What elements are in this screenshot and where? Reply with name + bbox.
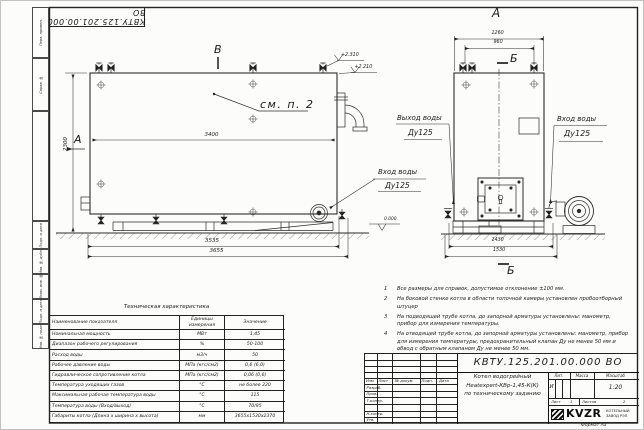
elevation-marks (327, 55, 400, 231)
tech-row-value: 70/95 (225, 402, 285, 412)
outlet-valve-icon (445, 211, 451, 218)
description-line: Котел водогрейный (473, 374, 532, 380)
crosshair-icon (461, 80, 470, 89)
dim-1530: 1530 (493, 248, 506, 253)
inspection-hatch (519, 118, 539, 134)
top-stamp-number: КВТУ.125.201.00.000 ВО (47, 7, 146, 26)
margin-label: Справ. № (38, 75, 43, 94)
valve-icon (96, 63, 102, 73)
tech-row-units: % (180, 340, 225, 350)
crosshair-icon (96, 179, 105, 188)
tech-row-name: Диапазон рабочего регулирования (50, 340, 180, 350)
tech-row-name: Габариты котла (Длина х ширина х высота) (50, 412, 180, 422)
tech-row-value: 3655х1530х2370 (234, 414, 276, 420)
dim-3655: 3655 (209, 248, 224, 254)
ground (56, 233, 605, 240)
drawing-description (457, 373, 548, 399)
col-header-name: Наименование показателя (50, 316, 180, 330)
drain-valve-icon (153, 217, 159, 224)
margin-cell (32, 221, 49, 249)
note-3: 3 На подводящей трубе котла, до запорной арматуры установлены: манометр, прибор для измерения температуры. (384, 313, 611, 328)
tech-row-name: Рабочее давление воды (50, 361, 180, 371)
tech-row-value: 0,06 (0,6) (225, 371, 285, 381)
note-4: 4 На отводящей трубе котла, до запорной арматуры установлены: манометр, прибор для измерения температуры, предохранительный клапан Ду не менее 50 мм и обвод с обратным клапаном Ду не менее 50 мм. (384, 331, 629, 353)
tech-row-units: °С (180, 381, 225, 391)
door-handle (478, 196, 485, 202)
tech-row-value: 1,45 (225, 330, 285, 340)
section-b-top-label: Б (510, 52, 518, 65)
dim-3400: 3400 (204, 131, 219, 138)
col-list: Лист (378, 378, 389, 384)
format-label: Формат А3 (581, 423, 607, 428)
col-izm: Изм (366, 378, 374, 384)
kvzr-emblem-icon (551, 409, 564, 420)
notes-list (384, 286, 632, 356)
valve-icon (531, 63, 537, 73)
side-inlet-callout-line2: Ду125 (385, 180, 410, 190)
tech-row-value: 0,6 (6,0) (225, 361, 285, 371)
crosshair-icon (248, 79, 257, 88)
sheets-num: 2 (623, 398, 626, 404)
margin-label: Подп. и дата (38, 299, 43, 324)
col-data: Дата (439, 378, 449, 384)
kvzr-logo: KVZR (566, 406, 602, 420)
view-a-title: А (492, 6, 501, 20)
valve-icon (469, 63, 475, 73)
crosshair-icon (248, 114, 257, 123)
elevation-zero: 0.000 (384, 216, 397, 222)
tech-row-value: 50 (225, 350, 285, 360)
valve-icon (320, 63, 326, 73)
margin-label: Подп. и дата (38, 222, 43, 248)
col-header-value: Значение (225, 316, 285, 330)
margin-cell (32, 324, 49, 349)
outlet-callout-line2: Ду125 (408, 128, 433, 137)
tech-row-units: МПа (кгс/см2) (180, 361, 225, 371)
see-note-callout: см. п. 2 (260, 98, 315, 111)
description-line: Heatexpert-КВр-1,45-К(К) (466, 382, 539, 389)
tech-row-value: 50-100 (225, 340, 285, 350)
valve-icon (460, 63, 466, 73)
margin-label: Инв. № дубл. (38, 249, 43, 274)
inlet-callout-line1: Вход воды (557, 115, 597, 123)
tech-row-units: мм (180, 412, 225, 422)
crosshair-icon (96, 80, 105, 89)
margin-cell (32, 274, 49, 299)
role-tkontr: Т.контр. (366, 397, 383, 403)
margin-label: Перв. примен. (38, 19, 43, 46)
tech-row-name: Максимальная рабочая температура воды (50, 391, 180, 401)
role-utv: Утв. (366, 417, 375, 423)
side-fitting (81, 197, 90, 210)
col-header-units: Единицы измерения (180, 316, 225, 330)
margin-label: Взам. инв. № (38, 274, 43, 299)
valve-icon (250, 63, 256, 73)
tech-row-name: Номинальная мощность (50, 330, 180, 340)
crosshair-icon (529, 207, 538, 216)
front-skid (453, 221, 544, 233)
inlet-callout-line2: Ду125 (564, 128, 591, 138)
tech-row-units: °С (180, 391, 225, 401)
dim-3535: 3535 (205, 238, 219, 244)
tech-row-units: МПа (кгс/см2) (180, 371, 225, 381)
tech-row-name: Расход воды (50, 350, 180, 360)
role-prov: Пров. (366, 391, 378, 396)
lit-header: Лит. (554, 372, 564, 378)
blower-fan (556, 197, 595, 234)
dim-960: 960 (493, 40, 503, 45)
margin-cell-empty (32, 111, 49, 221)
tech-row-name: Гидравлическое сопротивление котла (50, 371, 180, 381)
dim-1260: 1260 (491, 30, 504, 36)
col-ndokum: № докум. (395, 378, 414, 384)
valve-icon (339, 212, 345, 219)
sheet-label: Лист (551, 398, 561, 404)
dim-1430: 1430 (491, 238, 504, 243)
drain-valve-icon (221, 217, 227, 224)
scale-value: 1:20 (608, 383, 623, 391)
tech-row-units: МВт (180, 330, 225, 340)
valve-icon (108, 63, 114, 73)
crosshair-icon (529, 79, 538, 88)
tech-row-value: 115 (225, 391, 285, 401)
side-inlet-callout-line1: Вход воды (378, 168, 418, 176)
section-v-label: В (214, 43, 222, 56)
crosshair-icon (459, 207, 468, 216)
elevation-2210: +2.210 (354, 65, 373, 70)
tech-row-name: Температура воды (Вход/выход) (50, 402, 180, 412)
top-stamp (49, 7, 145, 27)
boiler-side-view (67, 57, 367, 231)
margin-cell (32, 7, 49, 58)
tech-row-units: м3/ч (180, 350, 225, 360)
col-podp: Подп. (421, 378, 433, 384)
margin-label: Инв. № подл. (38, 323, 43, 350)
section-b-bottom-label: Б (507, 264, 515, 277)
chimney-stub (334, 93, 367, 131)
company-name: КОТЕЛЬНЫЙ ЗАВОД РЭП (606, 409, 630, 418)
elevation-2310: +2.310 (341, 53, 359, 58)
tech-table-title: Техническая характеристика (123, 304, 210, 310)
tech-row-units: °С (180, 402, 225, 412)
lit-value: И (549, 384, 554, 390)
outlet-callout-line1: Выход воды (397, 114, 442, 122)
note-1: 1 Все размеры для справок, допустимое отклонение ±100 мм. (384, 286, 565, 292)
sheets-label: Листов (582, 398, 597, 404)
margin-cell (32, 299, 49, 324)
dim-2300: 2300 (62, 137, 69, 151)
drain-valve-icon (98, 217, 104, 224)
tech-table (49, 315, 284, 423)
doc-number: КВТУ.125.201.00.000 ВО (473, 356, 623, 368)
margin-cell (32, 58, 49, 111)
note-2: 2 На боковой стенке котла в области топочной камеры установлен пробоотборный штуцер (384, 296, 623, 310)
mass-header: Масса (575, 372, 589, 378)
tech-row-value: не более 220 (225, 381, 285, 391)
margin-cell (32, 249, 49, 274)
dimension-lines (62, 36, 607, 259)
crosshair-icon (248, 207, 257, 216)
view-arrow-a-label: А (74, 133, 82, 146)
description-line: по техническому заданию (464, 391, 541, 398)
role-razrab: Разраб. (366, 384, 382, 390)
sheet-num: 1 (570, 398, 573, 404)
furnace-door (478, 178, 524, 220)
title-block (364, 353, 638, 423)
inlet-valve-icon (546, 211, 552, 218)
pump (311, 205, 328, 222)
scale-header: Масштаб (605, 372, 625, 378)
role-nkontr: Н.контр. (366, 410, 384, 416)
tech-row-name: Температура уходящих газов (50, 381, 180, 391)
